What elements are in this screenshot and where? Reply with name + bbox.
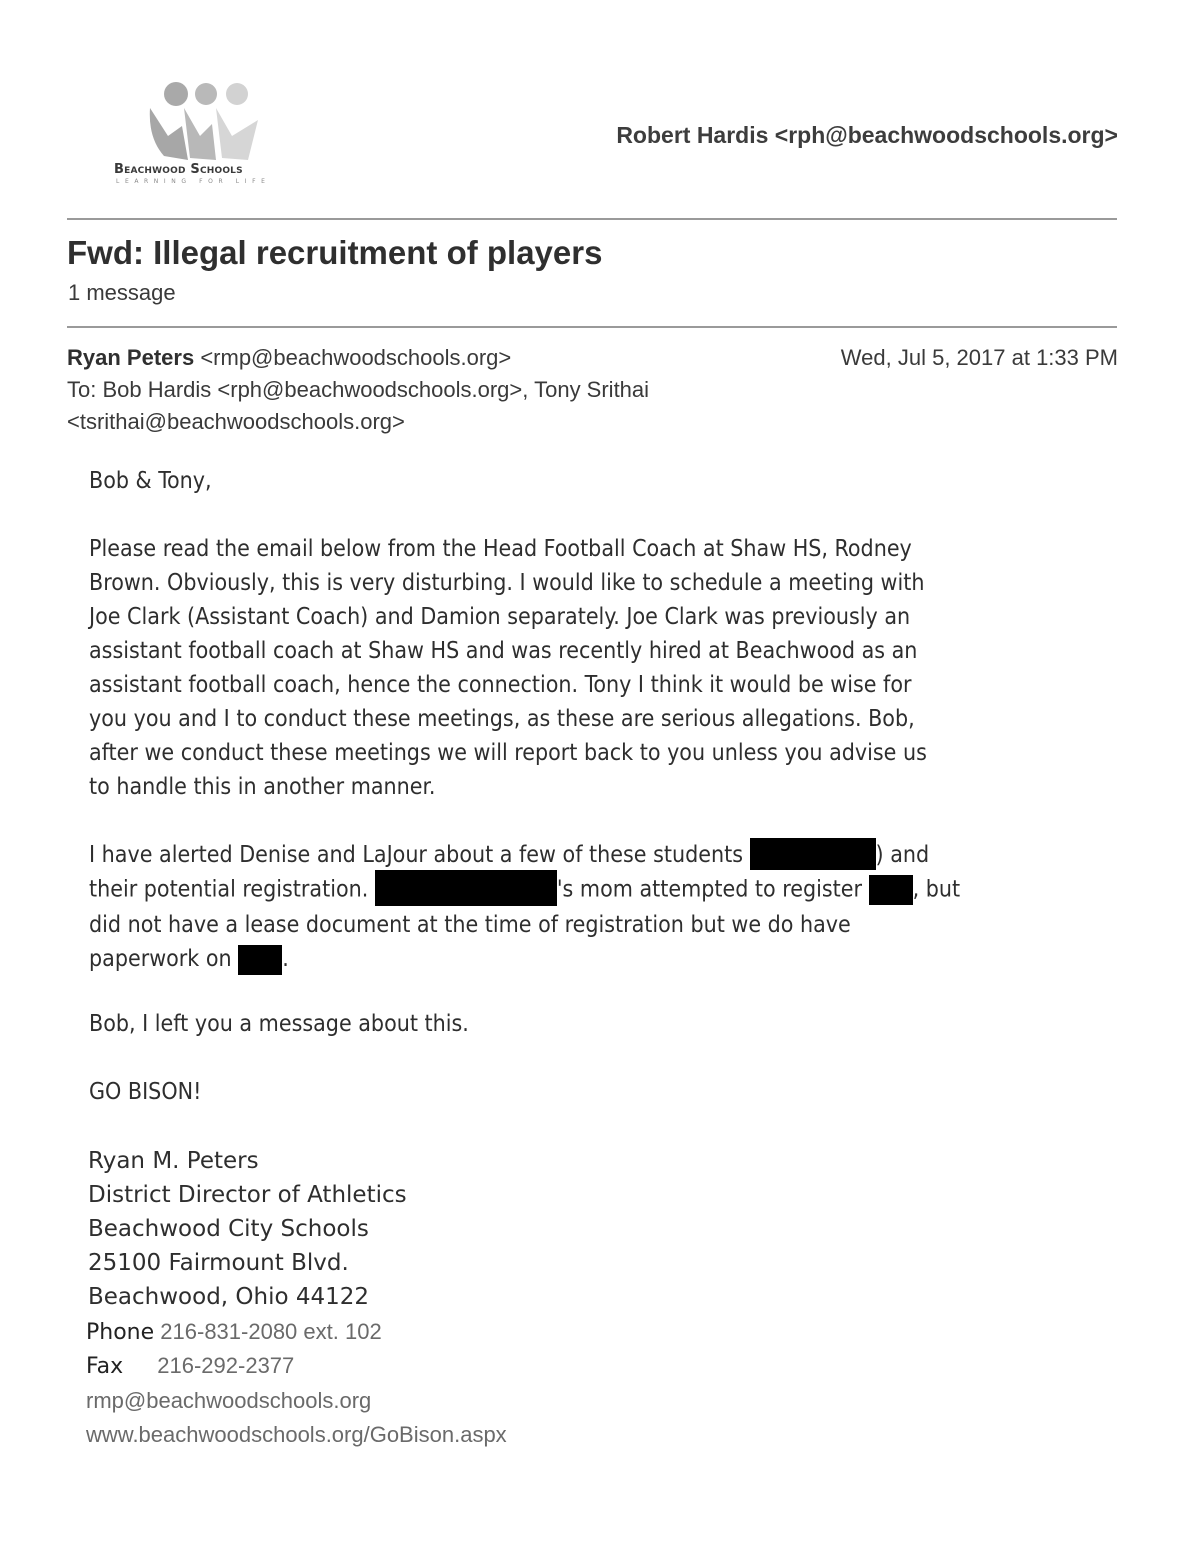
text-segment: 's mom attempted to register xyxy=(556,876,869,903)
paragraph-line: assistant football coach, hence the connection. Tony I think it would be wise for xyxy=(89,672,912,698)
paragraph-line: you you and I to conduct these meetings, as these are serious allegations. Bob, xyxy=(89,706,915,732)
fax-value: 216-292-2377 xyxy=(157,1353,295,1378)
fax-label: Fax xyxy=(86,1354,124,1379)
phone-label: Phone xyxy=(86,1320,155,1345)
paragraph-line xyxy=(89,872,1099,908)
paragraph-line: Joe Clark (Assistant Coach) and Damion separately. Joe Clark was previously an xyxy=(89,604,911,630)
greeting: Bob & Tony, xyxy=(89,468,212,494)
paragraph-line xyxy=(89,838,1099,872)
signature-website-link[interactable]: www.beachwoodschools.org/GoBison.aspx xyxy=(86,1422,507,1447)
paragraph-line: Please read the email below from the Head Football Coach at Shaw HS, Rodney xyxy=(89,536,912,562)
signature-street: 25100 Fairmount Blvd. xyxy=(88,1250,349,1276)
text-segment: ) and xyxy=(875,842,930,868)
redaction-block xyxy=(750,838,876,870)
redaction-block xyxy=(375,870,557,906)
logo-tagline: LEARNING FOR LIFE xyxy=(116,178,271,185)
message-from xyxy=(67,345,511,371)
text-segment: I have alerted Denise and LaJour about a few of these students xyxy=(89,842,750,868)
beachwood-schools-logo xyxy=(112,76,312,191)
paragraph-3: Bob, I left you a message about this. xyxy=(89,1011,469,1037)
signature-organization: Beachwood City Schools xyxy=(88,1216,369,1242)
divider-top xyxy=(67,218,1117,220)
signature-phone xyxy=(86,1315,382,1350)
recipients-line-1: To: Bob Hardis <rph@beachwoodschools.org>, Tony Srithai xyxy=(67,377,650,402)
message-date: Wed, Jul 5, 2017 at 1:33 PM xyxy=(840,345,1118,370)
sign-off: GO BISON! xyxy=(89,1079,202,1105)
paragraph-1 xyxy=(89,532,1099,804)
thread-subject: Fwd: Illegal recruitment of players xyxy=(67,234,603,271)
signature-block xyxy=(88,1144,407,1314)
paragraph-line: assistant football coach at Shaw HS and was recently hired at Beachwood as an xyxy=(89,638,918,664)
paragraph-2 xyxy=(89,838,1099,976)
signature-title: District Director of Athletics xyxy=(88,1182,407,1208)
paragraph-line: did not have a lease document at the time of registration but we do have xyxy=(89,912,851,938)
text-segment: , but xyxy=(912,876,961,903)
message-count: 1 message xyxy=(68,280,176,305)
redaction-block xyxy=(869,875,913,905)
recipients-line-2: <tsrithai@beachwoodschools.org> xyxy=(67,409,405,434)
text-segment: . xyxy=(282,946,289,972)
account-header: Robert Hardis <rph@beachwoodschools.org> xyxy=(616,122,1118,148)
divider-bottom xyxy=(67,326,1117,328)
paragraph-line: after we conduct these meetings we will report back to you unless you advise us xyxy=(89,740,927,766)
signature-name: Ryan M. Peters xyxy=(88,1148,259,1174)
sender-email: <rmp@beachwoodschools.org> xyxy=(200,345,512,370)
signature-city: Beachwood, Ohio 44122 xyxy=(88,1284,370,1310)
text-segment: paperwork on xyxy=(89,946,239,972)
signature-fax xyxy=(86,1349,294,1384)
logo-name: Beachwood Schools xyxy=(114,162,243,177)
phone-value: 216-831-2080 ext. 102 xyxy=(160,1319,382,1344)
paragraph-line xyxy=(89,942,1099,976)
redaction-block xyxy=(238,945,282,975)
paragraph-line: to handle this in another manner. xyxy=(89,774,436,800)
paragraph-line: Brown. Obviously, this is very disturbing. I would like to schedule a meeting with xyxy=(89,570,925,596)
logo-figures-icon xyxy=(142,78,282,163)
signature-email-link[interactable]: rmp@beachwoodschools.org xyxy=(86,1388,372,1413)
sender-name: Ryan Peters xyxy=(67,345,195,370)
text-segment: their potential registration. xyxy=(89,876,375,903)
